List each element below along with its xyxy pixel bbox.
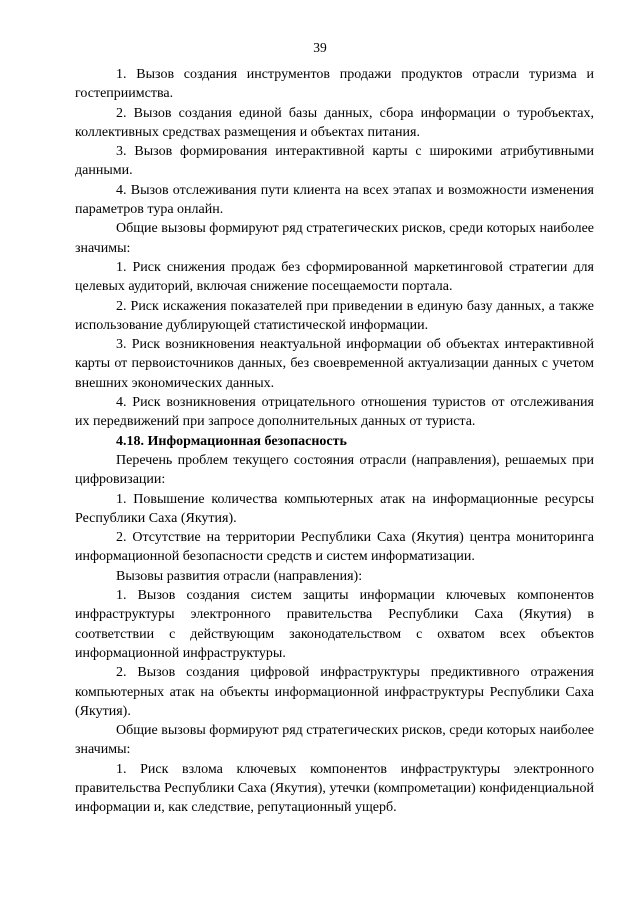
section-heading: 4.18. Информационная безопасность [116,433,347,449]
page-number: 39 [313,40,327,55]
paragraph-challenge-protection-systems: 1. Вызов создания систем защиты информации ключевых компонентов инфраструктуры электронного правительства Республики Саха (Якутия) в соответствии с действующим законодательством с охватом всех объектов информационной инфраструктуры. [75,588,594,661]
paragraph-challenge-sales-tools: 1. Вызов создания инструментов продажи продуктов отрасли туризма и гостеприимства. [75,67,594,102]
paragraph-risk-data-distortion: 2. Риск искажения показателей при приведении в единую базу данных, а также использование дублирующей статистической информации. [75,298,594,333]
paragraph-challenge-interactive-map: 3. Вызов формирования интерактивной карты с широкими атрибутивными данными. [75,144,594,179]
paragraph-challenge-client-tracking: 4. Вызов отслеживания пути клиента на всех этапах и возможности изменения параметров тура онлайн. [75,182,594,218]
paragraph-problems-intro: Перечень проблем текущего состояния отрасли (направления), решаемых при цифровизации: [75,452,594,488]
document-body [75,65,594,818]
paragraph-problem-no-monitoring-center: 2. Отсутствие на территории Республики Саха (Якутия) центра мониторинга информационной безопасности средств и систем информатизации. [75,530,594,565]
paragraph-challenge-predictive-infrastructure: 2. Вызов создания цифровой инфраструктуры предиктивного отражения компьютерных атак на объекты информационной инфраструктуры Республики Саха (Якутия). [75,665,594,719]
paragraph-risk-outdated-info: 3. Риск возникновения неактуальной информации об объектах интерактивной карты от первоисточников данных, без своевременной актуализации данных с учетом внешних экономических данных. [75,337,594,391]
paragraph-risk-tourist-attitude: 4. Риск возникновения отрицательного отношения туристов от отслеживания их передвижений при запросе дополнительных данных от туриста. [75,395,594,430]
paragraph-challenges-intro: Вызовы развития отрасли (направления): [116,568,363,584]
paragraph-problem-cyber-attacks: 1. Повышение количества компьютерных атак на информационные ресурсы Республики Саха (Якутия). [75,491,594,526]
paragraph-risk-sales-decline: 1. Риск снижения продаж без сформированной маркетинговой стратегии для целевых аудиторий, включая снижение посещаемости портала. [75,259,594,295]
paragraph-risk-breach: 1. Риск взлома ключевых компонентов инфраструктуры электронного правительства Республики Саха (Якутия), утечки (компрометации) конфиденциальной информации и, как следствие, репутационный ущерб. [75,761,594,816]
paragraph-challenge-unified-database: 2. Вызов создания единой базы данных, сбора информации о туробъектах, коллективных средствах размещения и объектах питания. [75,105,594,140]
paragraph-risks-intro: Общие вызовы формируют ряд стратегических рисков, среди которых наиболее значимы: [75,221,594,256]
paragraph-risks-intro-2: Общие вызовы формируют ряд стратегических рисков, среди которых наиболее значимы: [75,723,594,758]
